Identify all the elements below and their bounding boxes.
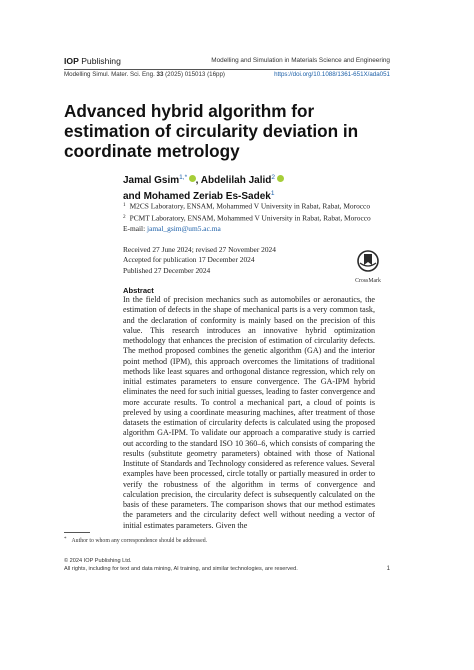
citation-pages: (2025) 015013 (16pp) xyxy=(163,71,225,78)
date-received: Received 27 June 2024; revised 27 November 2024 xyxy=(123,245,276,254)
article-title: Advanced hybrid algorithm for estimation of circularity deviation in coordinate metrology xyxy=(64,101,359,161)
contact-email xyxy=(123,224,221,233)
crossmark-icon xyxy=(357,250,379,272)
footnote-symbol: * xyxy=(64,537,67,542)
affiliation-text: PCMT Laboratory, ENSAM, Mohammed V University in Rabat, Rabat, Morocco xyxy=(129,213,371,223)
doi-link[interactable]: https://doi.org/10.1088/1361-651X/ada051 xyxy=(274,71,390,78)
abstract-text: In the field of precision mechanics such as automobiles or aeronautics, the estimation of defects in the shape of mechanical parts is a very common task, and the declaration of conformity is mainly based on the precision of this value. This research introduces an innovative hybrid optimization methodology that enhances the precision of estimation of circularity defects. The method proposed combines the genetic algorithm (GA) and the interior point method (IPM), this approach overcomes the limitations of traditional methods like least squares and orthogonal distance regression, which rely on initial estimates parameters to ensure convergence. The GA-IPM hybrid eliminates the need for such initial guesses, leading to faster convergence and more accurate results. To control a mechanical part, a cloud of points is preleved by using a coordinate measuring machines, after treatment of those datasets the estimation of circularity defects is calculated using the proposed algorithm GA-IPM. To validate our approach a comparative study is carried out according to the standard ISO 10 360–6, which consists of comparing the results (substitute geometry parameters) obtained with those of National Institute of Standards and Technology considered as reference values. Several examples have been processed, circle totally or partially measured in order to verify the robustness of the algorithm in terms of convergence and calculation precision, the circularity defect is subsequently calculated on the basis of these parameters. The comparison shows that our method estimates the parameters and the circularity defect well without needing a vector of initial estimates parameters. Given the xyxy=(123,295,375,530)
affiliation-text: M2CS Laboratory, ENSAM, Mohammed V University in Rabat, Rabat, Morocco xyxy=(129,201,371,211)
affiliation-number: 2 xyxy=(123,214,126,220)
footnote xyxy=(64,537,207,544)
running-header xyxy=(64,56,390,68)
publisher-bold: IOP xyxy=(64,56,79,66)
author-superscript: 1 xyxy=(270,189,275,197)
author-superscript: 2 xyxy=(271,174,275,181)
copyright-notice xyxy=(64,558,298,573)
affiliation-item xyxy=(123,212,371,224)
publisher-rest: Publishing xyxy=(78,56,121,66)
copyright-line: © 2024 IOP Publishing Ltd. xyxy=(64,558,132,564)
author-list: Jamal Gsim$^{1,*}$ , Abdelilah Jalid$^2$ and Mohamed Zeriab Es-Sadek$^1$ xyxy=(123,172,284,203)
date-accepted: Accepted for publication 17 December 2024 xyxy=(123,255,255,265)
orcid-icon[interactable] xyxy=(189,175,196,182)
citation-volume: 33 xyxy=(156,71,164,78)
email-label: E-mail: xyxy=(123,224,148,233)
affiliations xyxy=(123,200,371,224)
crossmark-badge[interactable] xyxy=(353,250,383,284)
author-name[interactable]: Abdelilah Jalid xyxy=(200,175,272,186)
footnote-text: Author to whom any correspondence should be addressed. xyxy=(71,538,208,544)
header-rule xyxy=(64,69,390,70)
author-name[interactable]: Jamal Gsim xyxy=(123,175,180,186)
author-superscript: 1,* xyxy=(179,174,188,181)
abstract-heading: Abstract xyxy=(123,286,154,295)
crossmark-label: CrossMark xyxy=(355,278,381,284)
citation-journal: Modelling Simul. Mater. Sci. Eng. xyxy=(64,71,157,78)
author-name[interactable]: Mohamed Zeriab Es-Sadek xyxy=(143,190,271,202)
date-published: Published 27 December 2024 xyxy=(123,265,211,275)
page-number: 1 xyxy=(386,566,390,572)
footnote-rule xyxy=(64,532,90,533)
email-link[interactable]: jamal_gsim@um5.ac.ma xyxy=(147,224,221,233)
affiliation-item xyxy=(123,200,371,212)
rights-line: All rights, including for text and data mining, AI training, and similar technologies, are reserved. xyxy=(64,565,298,572)
orcid-icon[interactable] xyxy=(277,175,284,182)
citation xyxy=(64,71,225,78)
affiliation-number: 1 xyxy=(123,202,126,208)
article-dates xyxy=(123,245,276,276)
publisher-name xyxy=(64,56,121,66)
journal-name: Modelling and Simulation in Materials Science and Engineering xyxy=(211,57,390,64)
